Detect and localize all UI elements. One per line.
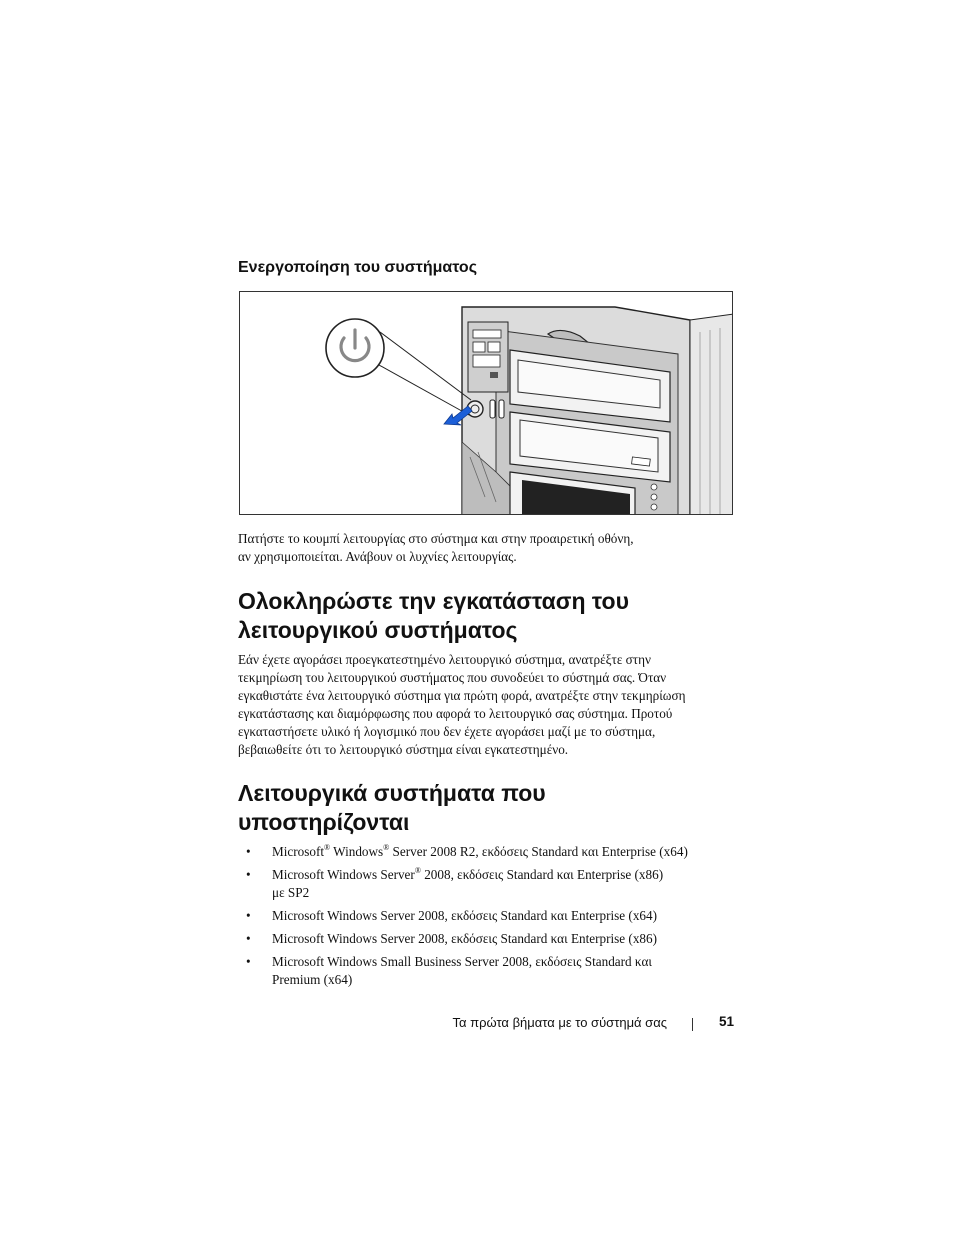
list-item: • Microsoft Windows Small Business Server 2008, εκδόσεις Standard και Premium (x64) — [246, 954, 652, 987]
os-install-title: Ολοκληρώστε την εγκατάσταση του λειτουργικού συστήματος — [238, 588, 629, 643]
supported-os-title: Λειτουργικά συστήματα που υποστηρίζονται — [238, 780, 546, 835]
list-item: • Microsoft® Windows® Server 2008 R2, εκδόσεις Standard και Enterprise (x64) — [246, 843, 688, 859]
footer-chapter-title: Τα πρώτα βήματα με το σύστημά σας — [452, 1015, 667, 1030]
caption-line: αν χρησιμοποιείται. Ανάβουν οι λυχνίες λειτουργίας. — [238, 549, 517, 564]
chassis-side — [690, 314, 733, 515]
footer-separator — [692, 1018, 693, 1031]
section-heading: Ενεργοποίηση του συστήματος — [238, 259, 478, 276]
list-item: • Microsoft Windows Server® 2008, εκδόσεις Standard και Enterprise (x86) με SP2 — [246, 866, 664, 900]
os-install-paragraph: Εάν έχετε αγοράσει προεγκατεστημένο λειτουργικό σύστημα, ανατρέξτε στην τεκμηρίωση του λειτουργικού συστήματος που συνοδεύει το σύστημά σας. Όταν εγκαθιστάτε ένα λειτουργικό σύστημα για πρώτη φορά, ανατρέξτε στην τεκμηρίωση εγκατάστασης και διαμόρφωσης που αφορά το λειτουργικό σας σύστημα. Προτού εγκαταστήσετε υλικό ή λογισμικό που δεν έχετε αγοράσει μαζί με το σύστημα, βεβαιωθείτε ότι το λειτουργικό σύστημα είναι εγκατεστημένο. — [238, 652, 686, 757]
list-item: • Microsoft Windows Server 2008, εκδόσεις Standard και Enterprise (x64) — [246, 908, 657, 923]
figure-caption — [238, 530, 634, 566]
server-front-panel-illustration — [239, 291, 733, 515]
list-item: • Microsoft Windows Server 2008, εκδόσεις Standard και Enterprise (x86) — [246, 931, 657, 946]
caption-line: Πατήστε το κουμπί λειτουργίας στο σύστημα και στην προαιρετική οθόνη, — [238, 531, 634, 546]
supported-os-list — [246, 843, 746, 994]
usb-port — [499, 400, 504, 418]
usb-port — [490, 400, 495, 418]
page-number: 51 — [719, 1014, 735, 1029]
